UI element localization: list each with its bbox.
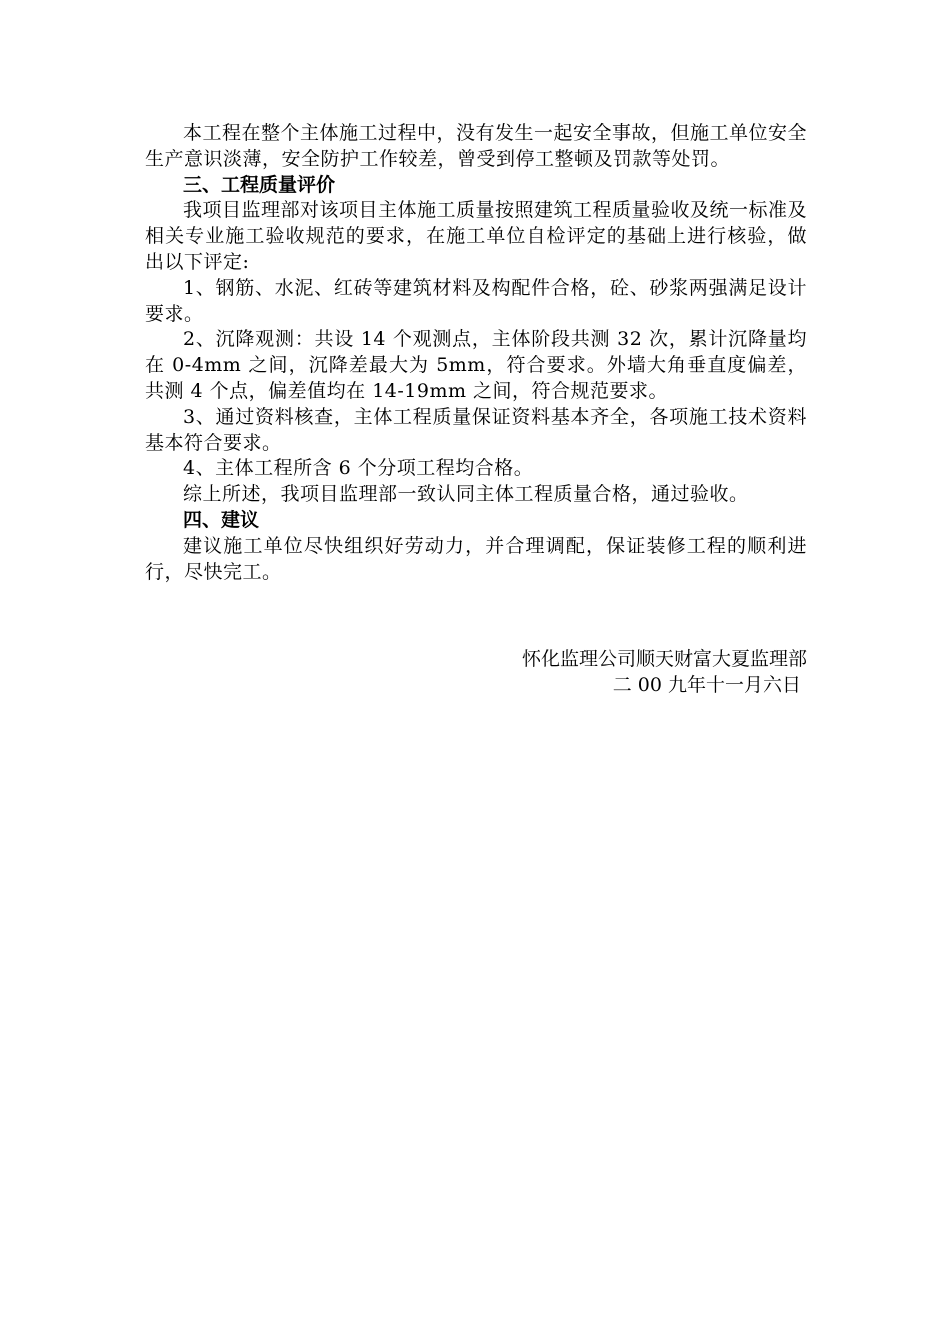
section-heading-suggestion: 四、建议 <box>183 508 260 531</box>
paragraph-suggestion: 建议施工单位尽快组织好劳动力，并合理调配，保证装修工程的顺利进行，尽快完工。 <box>145 534 807 583</box>
paragraph-item-1: 1、钢筋、水泥、红砖等建筑材料及构配件合格，砼、砂浆两强满足设计要求。 <box>145 276 807 325</box>
paragraph-quality-intro: 我项目监理部对该项目主体施工质量按照建筑工程质量验收及统一标准及相关专业施工验收规范的要求，在施工单位自检评定的基础上进行核验，做出以下评定: <box>145 199 808 273</box>
paragraph-item-4: 4、主体工程所含 6 个分项工程均合格。 <box>183 457 534 480</box>
section-heading-quality: 三、工程质量评价 <box>183 173 336 196</box>
signature-organization: 怀化监理公司顺天财富大夏监理部 <box>521 648 807 670</box>
paragraph-safety: 本工程在整个主体施工过程中，没有发生一起安全事故，但施工单位安全生产意识淡薄，安全防护工作较差，曾受到停工整顿及罚款等处罚。 <box>145 122 808 170</box>
signature-date: 二 00 九年十一月六日 <box>612 674 801 696</box>
document-body <box>145 121 807 585</box>
paragraph-item-2: 2、沉降观测：共设 14 个观测点，主体阶段共测 32 次，累计沉降量均在 0-4mm 之间，沉降差最大为 5mm，符合要求。外墙大角垂直度偏差，共测 4 个点，偏差值均在 14-19mm 之间，符合规范要求。 <box>145 328 807 402</box>
signature-block <box>145 646 807 698</box>
paragraph-item-3: 3、通过资料核查，主体工程质量保证资料基本齐全，各项施工技术资料基本符合要求。 <box>145 405 807 454</box>
paragraph-conclusion: 综上所述，我项目监理部一致认同主体工程质量合格，通过验收。 <box>183 483 749 506</box>
